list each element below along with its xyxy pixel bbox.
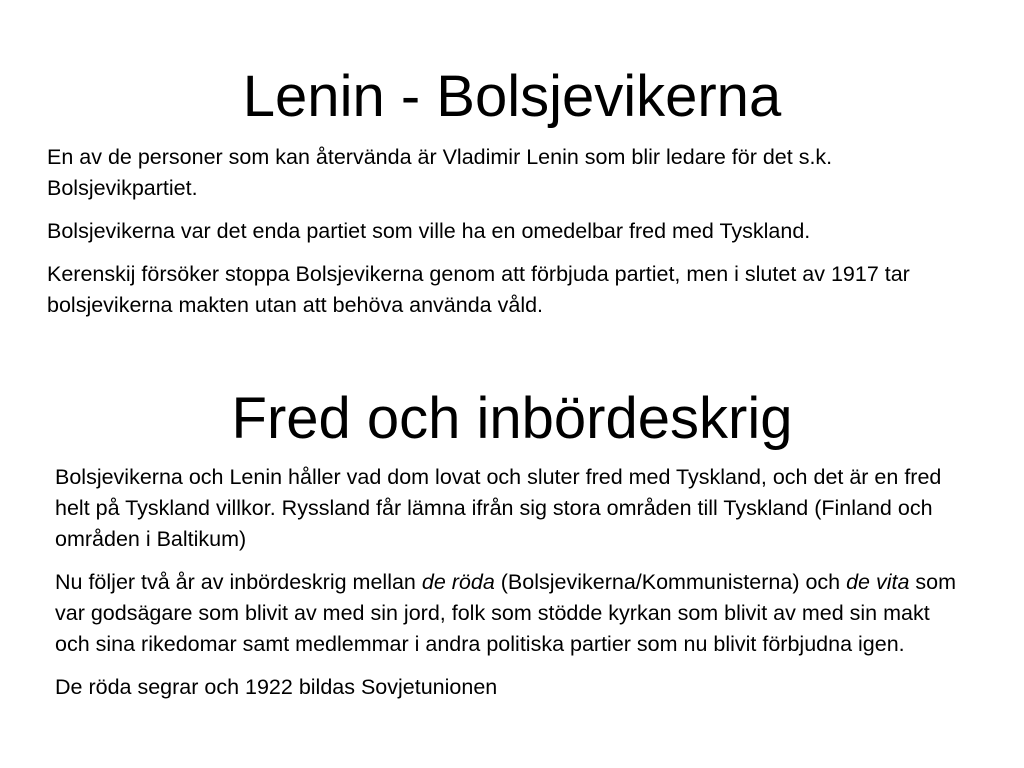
paragraph-lenin-leader: En av de personer som kan återvända är Vladimir Lenin som blir ledare för det s.k. Bolsjevikpartiet. xyxy=(47,145,833,200)
white-term: de vita xyxy=(846,570,910,594)
civil-war-text-2: (Bolsjevikerna/Kommunisterna) och xyxy=(494,570,847,594)
civil-war-text-3: som var godsägare som blivit av med sin jord, folk som stödde kyrkan som blivit av med sin makt och sina rikedomar samt medlemmar i andra politiska partier som nu blivit förbjudna igen. xyxy=(55,570,957,656)
civil-war-text-1: Nu följer två år av inbördeskrig mellan xyxy=(55,570,422,594)
text-block-civil-war xyxy=(55,462,965,715)
paragraph-peace-treaty: Bolsjevikerna och Lenin håller vad dom lovat och sluter fred med Tyskland, och det är en fred helt på Tyskland villkor. Ryssland får lämna ifrån sig stora områden till Tyskland (Finland och områden i Baltikum) xyxy=(55,465,942,551)
red-term: de röda xyxy=(421,570,495,594)
paragraph-kerenskij: Kerenskij försöker stoppa Bolsjevikerna genom att förbjuda partiet, men i slutet av 1917 tar bolsjevikerna makten utan att behöva använda våld. xyxy=(47,262,910,317)
slide-title-civil-war: Fred och inbördeskrig xyxy=(231,386,793,451)
slide-title-lenin: Lenin - Bolsjevikerna xyxy=(242,64,782,129)
paragraph-civil-war xyxy=(55,567,965,660)
text-block-lenin xyxy=(47,142,917,333)
paragraph-peace-party: Bolsjevikerna var det enda partiet som ville ha en omedelbar fred med Tyskland. xyxy=(47,219,811,243)
paragraph-soviet-union: De röda segrar och 1922 bildas Sovjetunionen xyxy=(55,675,498,699)
